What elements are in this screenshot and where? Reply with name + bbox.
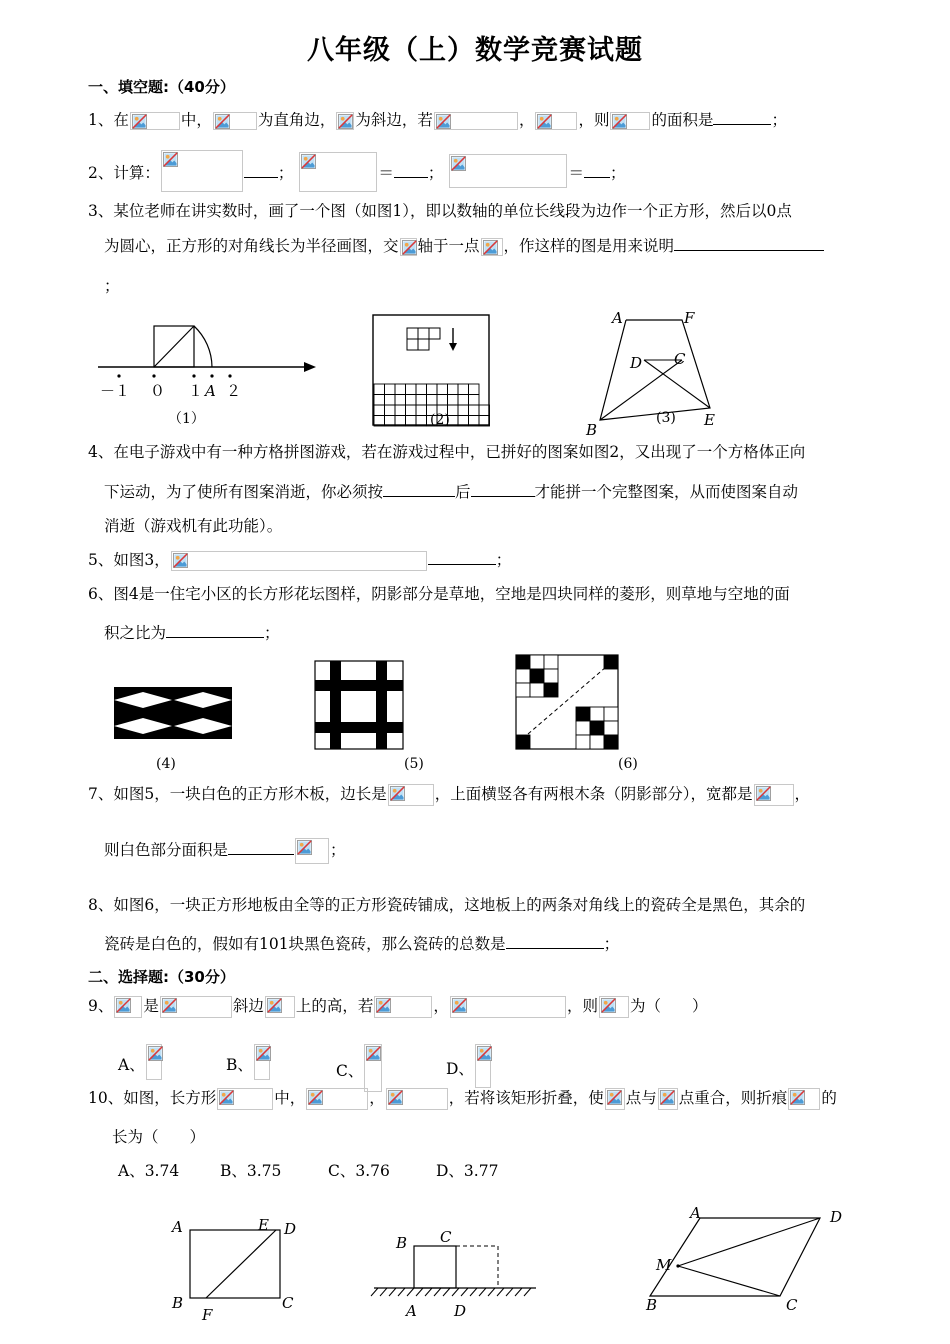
white-board — [315, 661, 403, 749]
grid-cell — [437, 384, 448, 395]
point-label-D: D — [454, 1302, 467, 1320]
grid-cell — [406, 395, 417, 406]
broken-image-icon — [308, 1090, 323, 1105]
grid-cell — [458, 395, 469, 406]
broken-image-icon — [388, 1090, 403, 1105]
broken-image-icon — [612, 114, 627, 129]
square-dashed — [456, 1246, 498, 1288]
grid-cell — [395, 405, 406, 416]
square-solid — [414, 1246, 456, 1288]
grid-cell — [448, 384, 459, 395]
point-label-B: B — [172, 1294, 184, 1312]
formula-image — [434, 112, 518, 130]
broken-image-icon — [256, 1046, 271, 1061]
broken-image-icon — [215, 114, 230, 129]
broken-image-icon — [756, 786, 771, 801]
grid-cell — [469, 384, 480, 395]
figure-1-number-line — [92, 308, 332, 428]
point-label-D: D — [630, 354, 643, 372]
question-6-line-1: 6、图4是一住宅小区的长方形花坛图样，阴影部分是草地，空地是四块同样的菱形，则草地与空地的面 — [88, 585, 790, 603]
point-label-A: A — [172, 1218, 183, 1236]
formula-image — [599, 996, 629, 1018]
question-10-line-2: 长为（ ） — [112, 1128, 206, 1146]
white-tile — [576, 721, 590, 735]
fold-line — [206, 1230, 276, 1298]
tick-label-neg1: －１ — [100, 382, 131, 400]
option-d[interactable]: D、3.77 — [436, 1162, 499, 1180]
point-label-C: C — [282, 1294, 294, 1312]
answer-blank[interactable] — [383, 480, 455, 497]
square-diagonal — [154, 326, 194, 367]
section-fill-blank-heading: 一、填空题:（40分） — [88, 78, 235, 96]
question-1: 1、在 中， 为直角边， 为斜边，若 ， ，则 的面积是 ； — [88, 108, 787, 130]
formula-image — [754, 784, 794, 806]
broken-image-icon — [607, 1090, 622, 1105]
question-8-line-1: 8、如图6，一块正方形地板由全等的正方形瓷砖铺成，这地板上的两条对角线上的瓷砖全是黑色，其余的 — [88, 896, 806, 914]
white-tile — [516, 669, 530, 683]
formula-image — [213, 112, 257, 130]
question-3-line-1: 3、某位老师在讲实数时，画了一个图（如图1），即以数轴的单位长线段为边作一个正方形，然后以0点 — [88, 202, 792, 220]
broken-image-icon — [402, 240, 417, 255]
answer-blank[interactable] — [166, 621, 264, 638]
answer-blank[interactable] — [244, 161, 278, 178]
formula-image — [386, 1088, 448, 1110]
figure-6-tiled-floor — [514, 654, 638, 774]
option-a[interactable]: A、 — [118, 1044, 163, 1080]
formula-image — [295, 838, 329, 864]
ground-hatch — [371, 1288, 531, 1296]
grass-area — [114, 687, 232, 739]
answer-blank[interactable] — [506, 932, 604, 949]
black-tile — [604, 655, 618, 669]
grid-cell — [448, 395, 459, 406]
answer-blank[interactable] — [428, 548, 496, 565]
formula-image — [254, 1044, 270, 1080]
answer-blank[interactable] — [674, 234, 824, 251]
broken-image-icon — [366, 1046, 381, 1061]
question-6-line-2: 积之比为 ； — [104, 621, 280, 643]
grid-cell — [374, 405, 385, 416]
grid-cell — [374, 395, 385, 406]
grid-cell — [406, 384, 417, 395]
grid-cell — [395, 384, 406, 395]
formula-image — [475, 1044, 491, 1088]
option-b[interactable]: B、3.75 — [220, 1162, 282, 1180]
option-c[interactable]: C、3.76 — [328, 1162, 390, 1180]
point-label-F: F — [684, 309, 695, 327]
figure-3-caption: (3) — [656, 410, 676, 426]
formula-image — [364, 1044, 382, 1092]
broken-image-icon — [162, 998, 177, 1013]
formula-image — [161, 150, 243, 192]
formula-image — [336, 112, 354, 130]
tick-label-A: A — [205, 382, 216, 400]
point-label-D: D — [284, 1220, 297, 1238]
grid-cell — [406, 405, 417, 416]
answer-blank[interactable] — [471, 480, 535, 497]
grid-cell — [427, 384, 438, 395]
broken-image-icon — [537, 114, 552, 129]
broken-image-icon — [219, 1090, 234, 1105]
tick-label-0: ０ — [150, 382, 166, 400]
figure-2-caption: (2) — [430, 412, 450, 428]
black-tile — [516, 655, 530, 669]
broken-image-icon — [163, 152, 178, 167]
point-label-B: B — [646, 1296, 658, 1314]
broken-image-icon — [601, 998, 616, 1013]
white-tile — [544, 669, 558, 683]
option-b[interactable]: B、 — [226, 1044, 271, 1080]
formula-image — [299, 152, 377, 192]
point-label-E: E — [258, 1216, 269, 1234]
point-label-A: A — [612, 309, 623, 327]
rectangle — [190, 1230, 280, 1298]
question-4-line-2: 下运动，为了使所有图案消逝，你必须按 后 才能拼一个完整图案，从而使图案自动 — [104, 480, 798, 502]
formula-image — [450, 996, 566, 1018]
point-label-A: A — [690, 1204, 701, 1222]
white-tile — [544, 655, 558, 669]
formula-image — [788, 1088, 820, 1110]
formula-image — [160, 996, 232, 1018]
black-tile — [590, 721, 604, 735]
question-8-line-2: 瓷砖是白色的，假如有101块黑色瓷砖，那么瓷砖的总数是 ； — [104, 932, 619, 954]
tick-label-1: １ — [188, 382, 204, 400]
grid-cell — [416, 405, 427, 416]
figure-2-puzzle — [372, 314, 492, 428]
white-tile — [590, 707, 604, 721]
question-2: 2、计算： ； ＝ ； ＝ ； — [88, 150, 625, 192]
point-label-C: C — [674, 350, 686, 368]
page-title: 八年级（上）数学竞赛试题 — [307, 35, 643, 66]
figure-parallelogram — [640, 1200, 860, 1318]
point-label-F: F — [202, 1306, 213, 1324]
answer-blank[interactable] — [584, 161, 610, 178]
broken-image-icon — [376, 998, 391, 1013]
broken-image-icon — [297, 840, 312, 855]
formula-image — [449, 154, 567, 188]
section-choice-heading: 二、选择题:（30分） — [88, 968, 235, 986]
figure-5-caption: (5) — [404, 756, 424, 772]
puzzle-frame — [373, 315, 489, 425]
formula-image — [605, 1088, 625, 1110]
broken-image-icon — [267, 998, 282, 1013]
formula-image — [658, 1088, 678, 1110]
broken-image-icon — [790, 1090, 805, 1105]
grid-cell — [385, 405, 396, 416]
figure-rolling-square — [370, 1224, 540, 1320]
answer-blank[interactable] — [713, 108, 771, 125]
option-d[interactable]: D、 — [446, 1044, 492, 1088]
question-7-line-2: 则白色部分面积是 ； — [104, 838, 346, 864]
point-label-E: E — [704, 411, 715, 429]
formula-image — [481, 238, 503, 256]
figure-4-flowerbed — [112, 684, 236, 774]
option-c[interactable]: C、 — [336, 1044, 383, 1092]
question-4-line-3: 消逝（游戏机有此功能）。 — [104, 517, 283, 535]
black-tile — [576, 707, 590, 721]
white-tile — [516, 683, 530, 697]
question-4-line-1: 4、在电子游戏中有一种方格拼图游戏，若在游戏过程中，已拼好的图案如图2，又出现了一个方格体正向 — [88, 443, 806, 461]
answer-blank[interactable] — [228, 838, 294, 855]
broken-image-icon — [390, 786, 405, 801]
white-tile — [604, 721, 618, 735]
point-label-A: A — [406, 1302, 417, 1320]
grid-cell — [458, 384, 469, 395]
formula-image — [217, 1088, 273, 1110]
figure-3-quadrilateral — [586, 308, 736, 438]
question-9: 9、 是 斜边 上的高，若 ， ，则 为（ ） — [88, 996, 707, 1018]
point-label-M: M — [656, 1256, 672, 1274]
segment-MC — [678, 1266, 780, 1296]
grid-cell — [479, 405, 490, 416]
formula-image — [265, 996, 295, 1018]
white-tile — [590, 735, 604, 749]
black-tile — [516, 735, 530, 749]
black-tile — [544, 683, 558, 697]
point-label-B: B — [396, 1234, 408, 1252]
question-3-line-3: ； — [104, 277, 120, 295]
grid-cell — [427, 395, 438, 406]
grid-cell — [469, 395, 480, 406]
broken-image-icon — [116, 998, 131, 1013]
tick-label-2: ２ — [226, 382, 242, 400]
grid-cell — [416, 395, 427, 406]
down-arrow-icon — [449, 343, 457, 351]
black-tile — [530, 669, 544, 683]
broken-image-icon — [436, 114, 451, 129]
question-5: 5、如图3， ； — [88, 548, 511, 571]
formula-image — [388, 784, 434, 806]
formula-image — [535, 112, 577, 130]
white-tile — [530, 683, 544, 697]
grid-cell — [395, 395, 406, 406]
point-label-D: D — [830, 1208, 843, 1226]
outer-quad — [600, 320, 710, 420]
broken-image-icon — [338, 114, 353, 129]
broken-image-icon — [452, 998, 467, 1013]
figure-4-caption: (4) — [156, 756, 176, 772]
point-label-C: C — [786, 1296, 798, 1314]
figure-6-caption: (6) — [618, 756, 638, 772]
figure-5-board — [314, 660, 424, 774]
formula-image — [146, 1044, 162, 1080]
grid-cell — [374, 384, 385, 395]
broken-image-icon — [660, 1090, 675, 1105]
white-tile — [604, 707, 618, 721]
broken-image-icon — [173, 553, 188, 568]
question-10: 10、如图，长方形 中， ， ，若将该矩形折叠，使 点与 点重合，则折痕 的 — [88, 1088, 837, 1110]
axis-arrow-icon — [304, 362, 316, 372]
formula-image — [114, 996, 142, 1018]
figure-1-caption: （1） — [168, 411, 205, 427]
black-tile — [604, 735, 618, 749]
formula-image — [400, 238, 417, 256]
figure-rectangle-fold — [166, 1212, 306, 1324]
radius-arc — [194, 326, 212, 367]
grid-cell — [437, 395, 448, 406]
point-M — [676, 1264, 679, 1267]
question-7-line-1: 7、如图5，一块白色的正方形木板，边长是 ，上面横竖各有两根木条（阴影部分），宽都是 ， — [88, 784, 810, 806]
point-label-C: C — [440, 1228, 452, 1246]
option-a[interactable]: A、3.74 — [118, 1162, 180, 1180]
formula-image — [610, 112, 650, 130]
grid-cell — [416, 384, 427, 395]
grid-cell — [385, 384, 396, 395]
grid-cell — [458, 405, 469, 416]
formula-image — [306, 1088, 368, 1110]
grid-cell — [469, 405, 480, 416]
white-tile — [530, 655, 544, 669]
answer-blank[interactable] — [394, 161, 428, 178]
broken-image-icon — [477, 1046, 492, 1061]
grid-cell — [385, 395, 396, 406]
broken-image-icon — [451, 156, 466, 171]
white-tile — [576, 735, 590, 749]
broken-image-icon — [483, 240, 498, 255]
broken-image-icon — [301, 154, 316, 169]
formula-image — [130, 112, 180, 130]
falling-piece — [407, 328, 440, 350]
broken-image-icon — [132, 114, 147, 129]
formula-image — [171, 551, 427, 571]
broken-image-icon — [148, 1046, 163, 1061]
formula-image — [374, 996, 432, 1018]
question-3-line-2: 为圆心，正方形的对角线长为半径画图，交 轴于一点 ，作这样的图是用来说明 — [104, 234, 824, 256]
point-label-B: B — [586, 421, 598, 439]
parallelogram-outline — [650, 1218, 820, 1296]
